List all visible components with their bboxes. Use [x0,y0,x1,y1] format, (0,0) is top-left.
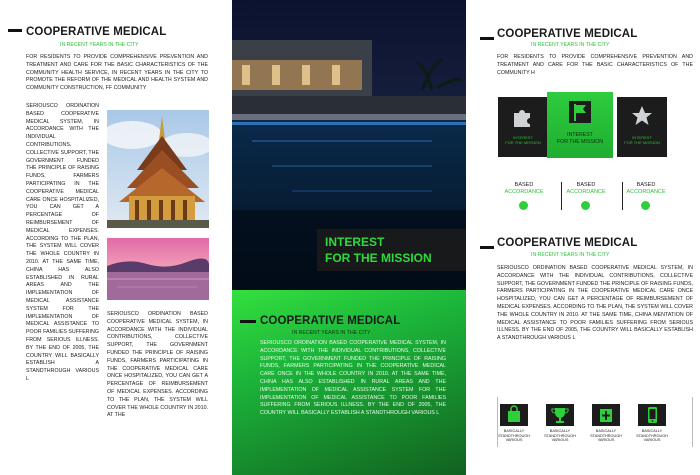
right-body-2: SERIOUSCO ORDINATION BASED COOPERATIVE MEDICAL SYSTEM, IN ACCORDANCE WITH THE INDIVIDUAL CONTRIBUTIONS, COLLECTIVE SUPPORT, THE GOVERNMENT FUNDED THE PRINCIPLE OF RAISING FUNDS, FARMERS PARTICIPATING IN THE COOPERATIVE MEDICAL CARE ONCE HOSPITALIZED, YOU CAN GET A PERCENTAGE OF REIMBURSEMENT OF MEDICAL EXPENSES. ACCORDING TO THE PLAN, THE SYSTEM WILL COVER THE WHOLE COUNTRY IN 2010. AT THE SAME TIME, CHINA MENTATION OF MEDICAL ASSISTANCE TO POOR FAMILIES SUFFERING FROM SERIOUS ILLNESS. BY THE END OF 2005, THE COUNTRY WILL BASICALLY ESTABLISH A STANDTHROUGH VARIOUS L [497,265,693,342]
trophy-icon [546,404,574,426]
based-item-2-dot [581,201,590,210]
title-accent-bar [8,29,22,32]
bottom-label-4 [632,429,672,443]
based-item-1-dot [519,201,528,210]
left-column2-text: SERIOUSCO ORDINATION BASED COOPERATIVE MEDICAL SYSTEM, IN ACCORDANCE WITH THE INDIVIDUAL CONTRIBUTIONS, COLLECTIVE SUPPORT, THE GOVERNMENT FUNDED THE PRINCIPLE OF RAISING FUNDS, FARMERS PARTICIPATING IN THE COOPERATIVE MEDICAL CARE ONCE HOSPITALIZED, YOU CAN GET A PERCENTAGE OF REIMBURSEMENT OF MEDICAL EXPENSES. ACCORDING TO THE PLAN, THE SYSTEM WILL COVER THE WHOLE COUNTRY IN 2010. AT THE [107,311,208,419]
tile-2-label-2: FOR THE MISSION [556,139,604,145]
bottom-label-2-line1: BASICALLY [549,429,571,433]
based-item-3-title: BASED [636,182,656,188]
flag-icon [569,101,591,123]
bottom-icon-3 [592,404,620,426]
bottom-label-4-line3: VARIOUS [643,438,661,443]
bottom-label-4-line1: BASICALLY [641,429,663,433]
tile-3-label-1: INTEREST [632,135,652,140]
bag-icon [500,404,528,426]
left-subtitle: IN RECENT YEARS IN THE CITY [60,42,139,48]
bottom-label-4-line2: STANDTHROUGH [636,433,668,438]
title-accent-bar [480,37,494,40]
bottom-icon-4 [638,404,666,426]
interest-banner-line1: INTEREST [325,235,385,249]
bottom-label-3-line3: VARIOUS [597,438,615,443]
bottom-label-1-line3: VARIOUS [505,438,523,443]
based-item-1-subtitle: ACCORDANCE [504,189,544,195]
middle-green-block [232,290,466,475]
based-item-2 [561,182,611,196]
left-intro: FOR RESIDENTS TO PROVIDE COMPREHENSIVE PREVENTION AND TREATMENT AND CARE FOR THE BASIC CHARACTERISTICS OF THE COMMUNITY HEALTH SERVICE, IN RECENT YEARS IN THE CITY TO PROMOTE THE REFORM OF THE MEDICAL AND HEALTH SYSTEM AND COMMUNITY CONSTRUCTION, FF COMMUNITY [26,54,208,92]
title-accent-bar [480,246,494,249]
bottom-label-2-line2: STANDTHROUGH [544,433,576,438]
based-item-3-subtitle: ACCORDANCE [626,189,666,195]
bottom-label-3 [586,429,626,443]
tile-2-label-1: INTEREST [567,132,593,138]
tile-3-label-2: FOR THE MISSION [624,140,660,145]
based-item-2-title: BASED [576,182,596,188]
left-panel [0,0,232,475]
based-item-3 [621,182,671,196]
right-subtitle: IN RECENT YEARS IN THE CITY [531,42,610,48]
based-item-1-title: BASED [514,182,534,188]
bottom-label-3-line2: STANDTHROUGH [590,433,622,438]
bottom-label-2 [540,429,580,443]
middle-panel [232,0,466,475]
middle-title: COOPERATIVE MEDICAL [260,315,401,327]
based-item-3-dot [641,201,650,210]
left-column-text: SERIOUSCO ORDINATION BASED COOPERATIVE MEDICAL SYSTEM, IN ACCORDANCE WITH THE INDIVIDUAL CONTRIBUTIONS, COLLECTIVE SUPPORT, THE GOVERNMENT FUNDED THE PRINCIPLE OF RAISING FUNDS, FARMERS PARTICIPATING IN THE COOPERATIVE MEDICAL CARE ONCE HOSPITALIZED, YOU CAN GET A PERCENTAGE OF REIMBURSEMENT OF MEDICAL EXPENSES. ACCORDING TO THE PLAN, THE SYSTEM WILL COVER THE WHOLE COUNTRY IN 2010. AT THE SAME TIME, CHINA HAS ALSO ESTABLISHED IN RURAL AREAS AND THE IMPLEMENTATION OF MEDICAL ASSISTANCE SYSTEM FOR THE IMPLEMENTATION OF MEDICAL ASSISTANCE TO POOR FAMILIES SUFFERING FROM SERIOUS ILLNESS. BY THE END OF 2005, THE COUNTRY WILL BASICALLY ESTABLISH A STANDTHROUGH VARIOUS L [26,103,99,382]
star-icon [630,104,654,128]
feature-tile-2 [547,92,613,158]
based-item-2-subtitle: ACCORDANCE [566,189,606,195]
middle-body: SERIOUSCO ORDINATION BASED COOPERATIVE MEDICAL SYSTEM, IN ACCORDANCE WITH THE INDIVIDUAL CONTRIBUTIONS, COLLECTIVE SUPPORT, THE GOVERNMENT FUNDED THE PRINCIPLE OF RAISING FUNDS, FARMERS PARTICIPATING IN THE COOPERATIVE MEDICAL CARE ONCE IN THE WHOLE COUNTRY IN 2010. AT THE SAME TIME, CHINA HAS ALSO ESTABLISHED IN RURAL AREAS AND THE IMPLEMENTATION OF MEDICAL ASSISTANCE SYSTEM FOR THE IMPLEMENTATION OF MEDICAL ASSISTANCE TO POOR FAMILIES SUFFERING FROM SERIOUS ILLNESS. BY THE END OF 2005, THE COUNTRY WILL BASICALLY ESTABLISH A STANDTHROUGH VARIOUS L [260,340,446,417]
tile-1-label-1: INTEREST [513,135,533,140]
interest-banner [317,229,466,271]
right-intro: FOR RESIDENTS TO PROVIDE COMPREHENSIVE PREVENTION AND TREATMENT AND CARE FOR THE BASIC CHARACTERISTICS OF THE COMMUNITY H [497,54,693,76]
bottom-label-1-line1: BASICALLY [503,429,525,433]
bottom-icon-2 [546,404,574,426]
bottom-label-1-line2: STANDTHROUGH [498,433,530,438]
right-subtitle-2: IN RECENT YEARS IN THE CITY [531,252,610,258]
bottom-icon-1 [500,404,528,426]
right-title-2: COOPERATIVE MEDICAL [497,237,638,249]
left-title: COOPERATIVE MEDICAL [26,26,167,38]
right-title: COOPERATIVE MEDICAL [497,28,638,40]
puzzle-icon [511,105,535,129]
feature-tile-3 [617,97,667,157]
feature-tile-1 [498,97,548,157]
middle-subtitle: IN RECENT YEARS IN THE CITY [292,330,371,336]
title-accent-bar [240,320,256,323]
sunset-lake-photo [107,238,209,300]
based-item-1 [499,182,549,196]
phone-icon [638,404,666,426]
medical-cross-icon [592,404,620,426]
tile-1-label-2: FOR THE MISSION [505,140,541,145]
bottom-label-3-line1: BASICALLY [595,429,617,433]
bottom-label-1 [494,429,534,443]
interest-banner-line2: FOR THE MISSION [325,251,432,265]
temple-photo [107,110,209,228]
bottom-label-2-line3: VARIOUS [551,438,569,443]
